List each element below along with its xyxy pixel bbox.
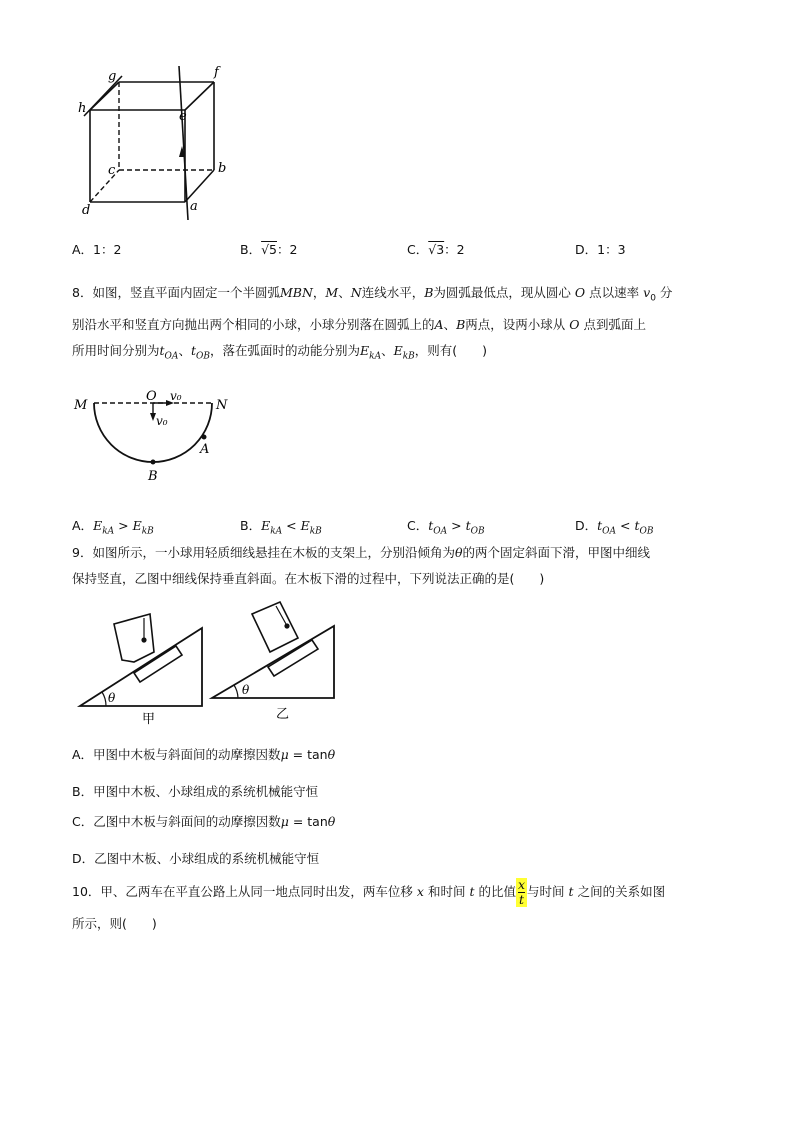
label-O: O — [146, 389, 157, 404]
label-c: c — [108, 163, 116, 178]
label-b: b — [218, 161, 227, 176]
q9-option-c[interactable]: C．乙图中木板与斜面间的动摩擦因数μ = tanθ — [72, 814, 336, 829]
q9-stem — [72, 540, 727, 592]
q8-line-1: 8．如图，竖直平面内固定一个半圆弧MBN，M、N连线水平，B为圆弧最低点，现从圆心 O 点以速率 $v_0$ 分 — [72, 285, 673, 304]
label-g: g — [108, 69, 117, 84]
label-B: B — [148, 469, 158, 484]
q8-options — [72, 516, 732, 536]
q7-option-d[interactable]: D．1：3 — [575, 242, 626, 257]
theta-left: θ — [108, 691, 116, 705]
label-d: d — [82, 203, 91, 218]
label-v0-horizontal: v₀ — [170, 389, 182, 403]
q8-option-b[interactable]: B．$E_{kA} < E_{kB}$ — [240, 518, 322, 537]
q9-option-b[interactable]: B．甲图中木板、小球组成的系统机械能守恒 — [72, 784, 319, 799]
label-A: A — [200, 442, 210, 457]
label-e: e — [179, 109, 187, 124]
label-M: M — [74, 398, 88, 413]
semicircle-figure — [72, 385, 242, 485]
q9-option-a[interactable]: A．甲图中木板与斜面间的动摩擦因数μ = tanθ — [72, 747, 336, 762]
label-f: f — [214, 65, 219, 80]
q10-line-2: 所示，则( ) — [72, 916, 157, 931]
q8-line-3: 所用时间分别为$t_{OA}$、$t_{OB}$，落在弧面时的动能分别为$E_{kA}$、$E_{kB}$，则有( ) — [72, 342, 488, 361]
q9-option-d[interactable]: D．乙图中木板、小球组成的系统机械能守恒 — [72, 851, 320, 866]
q8-stem — [72, 280, 727, 369]
label-a: a — [190, 199, 198, 214]
q9-line-2: 保持竖直，乙图中细线保持垂直斜面。在木板下滑的过程中，下列说法正确的是( ) — [72, 571, 545, 586]
label-yi: 乙 — [276, 707, 290, 722]
incline-figure — [72, 598, 402, 728]
label-h: h — [78, 101, 87, 116]
label-jia: 甲 — [142, 712, 156, 727]
label-v0-vertical: v₀ — [156, 414, 168, 428]
q8-option-a[interactable]: A．$E_{kA} > E_{kB}$ — [72, 518, 154, 537]
q7-option-a[interactable]: A．1：2 — [72, 242, 122, 257]
q8-option-d[interactable]: D．$t_{OA} < t_{OB}$ — [575, 518, 654, 537]
q10-line-1: 10．甲、乙两车在平直公路上从同一地点同时出发，两车位移 x 和时间 t 的比值 $\frac{x}{t}$ 与时间 t 之间的关系如图 — [72, 877, 666, 907]
q9-line-1: 9．如图所示，一小球用轻质细线悬挂在木板的支架上，分别沿倾角为θ的两个固定斜面下滑，甲图中细线 — [72, 545, 651, 560]
q7-option-b[interactable]: B．√5：2 — [240, 242, 298, 257]
q7-option-c[interactable]: C．√3：2 — [407, 242, 465, 257]
q7-options — [72, 240, 732, 260]
cube-figure — [72, 62, 242, 227]
x-over-t-fraction: $\frac{x}{t}$ — [517, 877, 526, 907]
theta-right: θ — [242, 683, 250, 697]
q8-line-2: 别沿水平和竖直方向抛出两个相同的小球，小球分别落在圆弧上的A、B两点，设两小球从 O 点到弧面上 — [72, 316, 646, 332]
q8-option-c[interactable]: C．$t_{OA} > t_{OB}$ — [407, 518, 485, 537]
label-N: N — [216, 398, 228, 413]
